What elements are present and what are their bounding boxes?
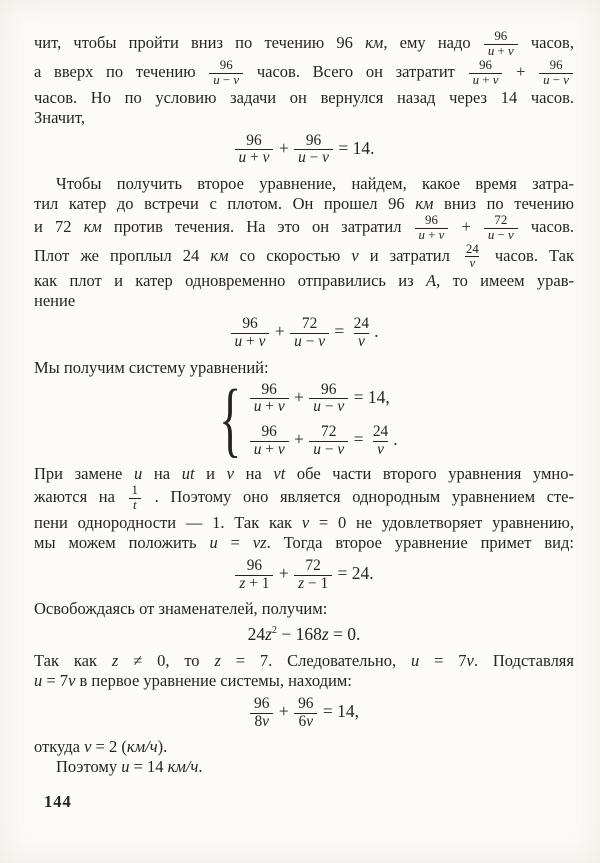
fraction-numerator: 24 (353, 315, 370, 333)
fraction-numerator: 96 (242, 315, 258, 333)
italic-text: v (563, 72, 569, 87)
text-line: нение (34, 291, 76, 311)
inline-fraction (350, 316, 373, 350)
fraction-denominator: u − v (290, 333, 329, 351)
italic-text: v (277, 398, 285, 416)
italic-text: v (258, 333, 266, 350)
fraction-numerator: 72 (305, 556, 321, 574)
fraction-numerator: 96 (246, 556, 263, 574)
text-line: Чтобы получить второе уравнение, найдем, какое время затра- (56, 173, 574, 193)
superscript: 2 (271, 625, 277, 637)
italic-text: vt (273, 464, 286, 484)
italic-text: км (83, 216, 102, 236)
inline-fraction (539, 59, 573, 88)
system-rows (249, 382, 398, 459)
italic-text: v (262, 149, 270, 167)
inline-fraction (484, 30, 518, 59)
inline-fraction (309, 424, 348, 458)
fraction-numerator: 1 (131, 483, 138, 498)
inline-fraction (250, 382, 289, 416)
system-brace: { (219, 373, 242, 467)
italic-text: u (134, 464, 143, 484)
italic-text: v (357, 333, 365, 350)
italic-text: v (377, 440, 384, 458)
fraction-denominator: u + v (235, 149, 274, 167)
italic-text: км/ч (167, 757, 199, 777)
text-line: Поэтому u = 14 км/ч. (56, 757, 203, 777)
fraction-denominator: u + v (415, 228, 449, 243)
italic-text: v (438, 227, 445, 242)
italic-text: v (306, 712, 314, 730)
text-line: мы можем положить u = vz. Тогда второе уравнение примет вид: (34, 532, 574, 552)
italic-text: u (34, 671, 43, 691)
equation-system (34, 373, 574, 467)
italic-text: v (508, 227, 514, 242)
display-equation: $\frac{96}{u + v}$ + $\frac{96}{u - v}$ = 14. (34, 133, 574, 167)
italic-text: u (418, 227, 425, 242)
italic-text: v (84, 737, 92, 757)
display-equation: $\frac{96}{u + v}$ + $\frac{72}{u - v}$ = $\frac{24}{v}$ . (34, 316, 574, 350)
italic-text: км (365, 33, 384, 53)
italic-text: z (214, 651, 221, 671)
fraction-numerator: 96 (305, 131, 322, 149)
italic-text: z (321, 624, 329, 645)
inline-fraction (209, 59, 243, 88)
italic-text: z (265, 624, 272, 645)
italic-text: v (322, 149, 329, 167)
text-line: пени однородности — 1. Так как v = 0 не удовлетворяет уравнению, (34, 512, 574, 532)
italic-text: v (466, 651, 474, 671)
inline-fraction (469, 59, 503, 88)
italic-text: ut (181, 464, 195, 484)
equation-row: $\frac{96}{u + v}$ + $\frac{96}{u - v}$ = 14, (249, 382, 398, 416)
text-line: а вверх по течению $\frac{96}{u - v}$ часов. Всего он затратит $\frac{96}{u + v}$ + $\frac{96}{u - v}$ (34, 59, 574, 88)
display-equation: $\frac{96}{z + 1}$ + $\frac{72}{z - 1}$ = 24. (34, 558, 574, 592)
italic-text: v (337, 440, 345, 458)
italic-text: v (301, 512, 310, 532)
equation-row: $\frac{96}{u + v}$ + $\frac{72}{u - v}$ = $\frac{24}{v}$ . (249, 424, 398, 458)
fraction-numerator: 96 (425, 212, 438, 227)
italic-text: км (415, 193, 434, 213)
italic-text: u (209, 532, 218, 552)
inline-fraction (235, 558, 273, 592)
italic-text: u (410, 651, 420, 671)
fraction-numerator: 96 (246, 131, 262, 149)
italic-text: u (487, 43, 495, 58)
text-line: откуда v = 2 (км/ч). (34, 737, 168, 757)
text-line: тил катер до встречи с плотом. Он прошел 96 км вниз по течению (34, 193, 574, 213)
text-line: часов. Но по условию задачи он вернулся назад через 14 часов. (34, 87, 574, 107)
inline-fraction (290, 316, 329, 350)
display-equation: $\frac{96}{8v}$ + $\frac{96}{6v}$ = 14, (34, 696, 574, 730)
italic-text: v (337, 398, 345, 416)
italic-text: v (226, 464, 234, 484)
inline-fraction (462, 243, 483, 272)
inline-fraction (309, 382, 348, 416)
fraction-denominator: u − v (294, 149, 333, 167)
inline-fraction (415, 214, 449, 243)
italic-text: u (253, 440, 262, 458)
fraction-numerator: 96 (261, 422, 277, 440)
inline-fraction (231, 316, 270, 350)
italic-text: v (507, 43, 514, 58)
display-equation: $24z^2 - 168z = 0$. (247, 624, 361, 645)
italic-text: v (318, 333, 326, 350)
italic-text: u (121, 757, 130, 777)
text-line: Освобождаясь от знаменателей, получим: (34, 599, 328, 619)
italic-text: u (313, 398, 321, 416)
fraction-denominator: u − v (309, 441, 348, 459)
italic-text: v (351, 245, 359, 265)
italic-text: u (253, 398, 262, 416)
fraction-denominator: u + v (484, 44, 518, 59)
inline-fraction (128, 484, 142, 513)
fraction-denominator: z + 1 (235, 575, 273, 593)
text-line: Значит, (34, 107, 85, 127)
inline-fraction (250, 424, 289, 458)
fraction-denominator (129, 498, 141, 513)
inline-fraction (294, 696, 317, 730)
fraction-numerator: 96 (219, 57, 233, 72)
fraction-numerator: 96 (261, 380, 277, 398)
italic-text: z (239, 574, 246, 592)
page-content (34, 30, 574, 777)
italic-text: u (472, 72, 480, 87)
fraction-denominator (373, 441, 388, 459)
italic-text: u (543, 72, 550, 87)
italic-text: v (492, 72, 499, 87)
italic-text: u (238, 149, 247, 167)
italic-text: v (277, 440, 285, 458)
italic-text: z (298, 574, 305, 592)
italic-text: v (469, 256, 476, 271)
italic-text: км (210, 245, 229, 265)
italic-text: км/ч (126, 737, 158, 757)
italic-text: v (233, 72, 240, 87)
fraction-denominator: u + v (250, 441, 289, 459)
inline-fraction (294, 133, 333, 167)
text-line: u = 7v в первое уравнение системы, находим: (34, 671, 352, 691)
text-line: жаются на $\frac{1}{t}$ . Поэтому оно является однородным уравнением сте- (34, 483, 575, 513)
fraction-numerator: 72 (494, 212, 508, 227)
italic-text: z (111, 651, 119, 671)
fraction-numerator: 96 (494, 29, 508, 43)
inline-fraction (294, 558, 332, 592)
text-line: Мы получим систему уравнений: (34, 357, 269, 377)
italic-text: A (426, 271, 437, 291)
fraction-numerator: 72 (321, 422, 337, 440)
fraction-numerator: 24 (465, 241, 479, 256)
text-line: как плот и катер одновременно отправились из A, то имеем урав- (34, 271, 574, 291)
italic-text: t (132, 498, 137, 513)
italic-text: v (68, 671, 76, 691)
fraction-denominator (465, 256, 479, 271)
fraction-numerator: 96 (321, 380, 337, 398)
text-line: и 72 км против течения. На это он затратил $\frac{96}{u + v}$ + $\frac{72}{u - v}$ часов. (34, 212, 574, 242)
italic-text: u (213, 72, 220, 87)
inline-fraction (369, 424, 392, 458)
italic-text: v (262, 712, 270, 730)
inline-fraction (235, 133, 274, 167)
inline-fraction (484, 214, 518, 243)
fraction-numerator: 24 (372, 422, 389, 440)
text-line: чит, чтобы пройти вниз по течению 96 км, ему надо $\frac{96}{u + v}$ часов, (34, 29, 574, 58)
text-line: Плот же проплыл 24 км со скоростью v и затратил $\frac{24}{v}$ часов. Так (34, 241, 575, 271)
text-line: При замене u на ut и v на vt обе части второго уравнения умно- (34, 464, 574, 484)
fraction-denominator: u + v (250, 398, 289, 416)
fraction-denominator: 6v (294, 713, 317, 731)
fraction-denominator: u − v (484, 228, 518, 243)
italic-text: u (487, 227, 495, 242)
page-number: 144 (44, 792, 72, 811)
inline-fraction (250, 696, 273, 730)
fraction-denominator: z − 1 (294, 575, 332, 593)
fraction-denominator: u − v (539, 73, 573, 88)
fraction-numerator: 96 (254, 695, 270, 713)
fraction-numerator: 72 (301, 315, 318, 333)
fraction-denominator: u − v (209, 73, 243, 88)
fraction-denominator: u − v (309, 398, 348, 416)
fraction-numerator: 96 (549, 57, 563, 72)
fraction-numerator: 96 (298, 695, 314, 713)
italic-text: u (298, 149, 306, 167)
fraction-denominator: 8v (250, 713, 273, 731)
italic-text: u (313, 440, 321, 458)
italic-text: vz (252, 532, 267, 552)
fraction-denominator (354, 333, 369, 351)
fraction-denominator: u + v (469, 73, 503, 88)
fraction-denominator: u + v (231, 333, 270, 351)
italic-text: u (234, 333, 243, 350)
italic-text: u (294, 333, 302, 350)
fraction-numerator: 96 (479, 57, 492, 72)
text-line: Так как z ≠ 0, то z = 7. Следовательно, u = 7v. Подставляя (34, 651, 574, 671)
